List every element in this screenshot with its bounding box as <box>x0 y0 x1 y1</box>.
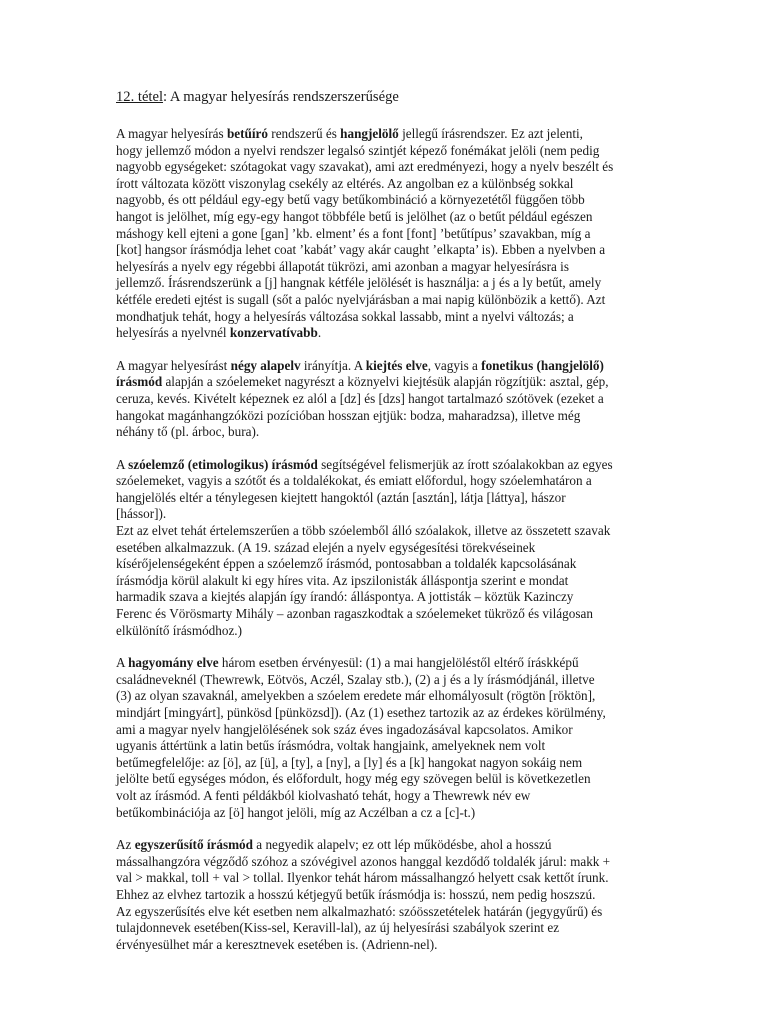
text-line: jellemző. Írásrendszerünk a [j] hangnak kétféle jelölését is használja: a j és a ly betűt, amely <box>116 275 602 291</box>
paragraph <box>116 126 656 342</box>
text-line: kétféle eredeti ejtést is sugall (sőt a palóc nyelvjárásban a mai napig különbözik a kettő). Azt <box>116 291 606 307</box>
text-line: Ferenc és Vörösmarty Mihály – azonban ragaszkodtak a szóelemeket tükröző és világosan <box>116 606 593 622</box>
text-line: írott változata között viszonylag csekély az eltérés. Az angolban ez a különbség sokkal <box>116 175 574 191</box>
text-line: A hagyomány elve három esetben érvényesül: (1) a mai hangjelöléstől eltérő íráskképű <box>116 655 579 671</box>
text-line: nagyobb, és ott például egy-egy betű vagy betűkombináció a környezetétől függően több <box>116 192 585 208</box>
text-line: mássalhangzóra végződő szóhoz a szóvégivel azonos hanggal kezdődő toldalék járul: makk + <box>116 853 611 869</box>
text-line: [kot] hangsor írásmódja lehet coat ’kabát’ vagy akár caught ’elkapta’ is). Ebben a nyelvben a <box>116 242 606 258</box>
text-line: Ehhez az elvhez tartozik a hosszú kétjegyű betűk írásmódja is: hosszú, nem pedig hoszszú. <box>116 886 596 902</box>
text-line: hangjelölés eltér a ténylegesen kiejtett hangoktól (aztán [asztán], látja [láttya], hászor <box>116 489 566 505</box>
text-line: val > makkal, toll + val > tollal. Ilyenkor tehát három mássalhangzó helyett csak kettőt írunk. <box>116 870 609 886</box>
title-number: 12. tétel <box>116 89 164 105</box>
bold-term: hagyomány elve <box>128 655 219 671</box>
title-text: : A magyar helyesírás rendszerszerűsége <box>163 89 399 105</box>
text-line: mondhatjuk tehát, hogy a helyesírás változása sokkal lassabb, mint a nyelvi változás; a <box>116 308 574 324</box>
text-line: [hássor]). <box>116 506 167 522</box>
paragraph <box>116 358 656 441</box>
document-body <box>116 88 656 969</box>
text-line: nagyobb egységeket: szótagokat vagy szavakat), ami azt eredményezi, hogy a nyelv beszélt és <box>116 159 614 175</box>
bold-term: négy alapelv <box>230 357 301 373</box>
paragraph <box>116 655 656 821</box>
bold-term: konzervatívabb <box>229 325 318 341</box>
text-line: hogy jellemző módon a nyelvi rendszer legalsó szintjét képező fonémákat jelöli (nem pedig <box>116 142 600 158</box>
bold-term: hangjelölő <box>340 126 399 141</box>
bold-term: fonetikus (hangjelölő) <box>481 357 604 373</box>
text-line: helyesírás a nyelv egy régebbi állapotát tükrözi, ami azonban a magyar helyesírásra is <box>116 258 569 274</box>
text-line: családneveknél (Thewrewk, Eötvös, Aczél, Szalay stb.), (2) a j és a ly írásmódjánál, illetve <box>116 671 595 687</box>
bold-term: kiejtés elve <box>365 357 428 373</box>
text-line: Az egyszerűsítés elve két esetben nem alkalmazható: szóösszetételek határán (jegygyűrű) és <box>116 903 603 919</box>
text-line: mindjárt [mingyárt], pünkösd [pünközsd]). (Az (1) esethez tartozik az az érdekes körülmény, <box>116 705 606 720</box>
paragraph <box>116 457 656 640</box>
bold-term: egyszerűsítő írásmód <box>134 837 253 853</box>
text-line: érvényesülhet már a keresztnevek esetében is. (Adrienn-nel). <box>116 936 438 952</box>
text-line: tulajdonnevek esetében(Kiss-sel, Keravill-lal), az új helyesírási szabályok szerint ez <box>116 920 560 936</box>
text-line: jelölte betű egységes módon, és előfordult, hogy még egy szövegen belül is következetlen <box>116 771 591 787</box>
text-line: helyesírás a nyelvnél konzervatívabb. <box>116 325 322 341</box>
paragraphs <box>116 126 656 953</box>
bold-term: szóelemző (etimologikus) írásmód <box>128 456 318 472</box>
text-line: hangot is jelölhet, míg egy-egy hangot többféle betű is jelölhet (az o betűt például egészen <box>116 208 593 224</box>
bold-term: írásmód <box>116 374 163 390</box>
text-line: (3) az olyan szavaknál, amelyekben a szóelem eredete már elhomályosult (rögtön [röktön], <box>116 688 596 704</box>
text-line: ami a magyar nyelv hangjelölésének sok száz éves ingadozásával kapcsolatos. Amikor <box>116 721 573 737</box>
text-line: Ezt az elvet tehát értelemszerűen a több szóelemből álló szóalakok, illetve az összetett szavak <box>116 523 611 539</box>
text-line: máshogy kell ejteni a gone [gan] ’kb. elment’ és a font [font] ’betűtípus’ szavakban, míg a <box>116 225 591 241</box>
paragraph <box>116 837 656 953</box>
text-line: volt az írásmód. A fenti példákból kiolvasható tehát, hogy a Thewrewk név ew <box>116 787 531 803</box>
text-line: ugyanis áttértünk a latin betűs írásmódra, voltak hangjaink, amelyeknek nem volt <box>116 738 546 754</box>
text-line: betűmegfelelője: az [ö], az [ü], a [ty], a [ny], a [ly] és a [k] hangokat nagyon sokáig nem <box>116 754 583 770</box>
page-title <box>116 88 656 106</box>
text-line: A magyar helyesírás betűíró rendszerű és hangjelölő jellegű írásrendszer. Ez azt jelenti, <box>116 126 583 141</box>
text-line: Az egyszerűsítő írásmód a negyedik alapelv; ez ott lép működésbe, ahol a hosszú <box>116 837 552 853</box>
bold-term: betűíró <box>226 126 268 141</box>
text-line: betűkombinációja az [ö] hangot jelöli, míg az Aczélban a cz a [c]-t.) <box>116 804 476 820</box>
text-line: hangokat magánhangzóközi pozícióban hosszan ejtjük: bodza, maharadzsa), illetve még <box>116 407 581 423</box>
text-line: írásmódja körül alakult ki egy híres vita. Az ipszilonisták álláspontja szerint e mondat <box>116 572 569 588</box>
text-line: harmadik szava a kiejtés alapján így írandó: álláspontya. A jottisták – köztük Kazinczy <box>116 589 574 605</box>
text-line: írásmód alapján a szóelemeket nagyrészt a köznyelvi kiejtésük alapján rögzítjük: asztal, gép, <box>116 374 609 390</box>
text-line: kísérőjelenségeként éppen a szóelemző írásmód, pontosabban a toldalék kapcsolásának <box>116 556 577 572</box>
text-line: szóelemeket, vagyis a szótőt és a toldalékokat, és emiatt előfordul, hogy szóelemhatáron a <box>116 473 592 489</box>
text-line: A szóelemző (etimologikus) írásmód segítségével felismerjük az írott szóalakokban az egyes <box>116 456 613 472</box>
text-line: néhány tő (pl. árboc, bura). <box>116 424 260 440</box>
text-line: elkülönítő írásmódhoz.) <box>116 622 242 638</box>
text-line: esetében alkalmazzuk. (A 19. század elején a nyelv egységesítési törekvéseinek <box>116 539 536 555</box>
text-line: A magyar helyesírást négy alapelv irányítja. A kiejtés elve, vagyis a fonetikus (hangjelölő) <box>116 357 604 373</box>
text-line: ceruza, kevés. Kivételt képeznek ez alól a [dz] és [dzs] hangot tartalmazó szótövek (ezeket a <box>116 390 604 406</box>
